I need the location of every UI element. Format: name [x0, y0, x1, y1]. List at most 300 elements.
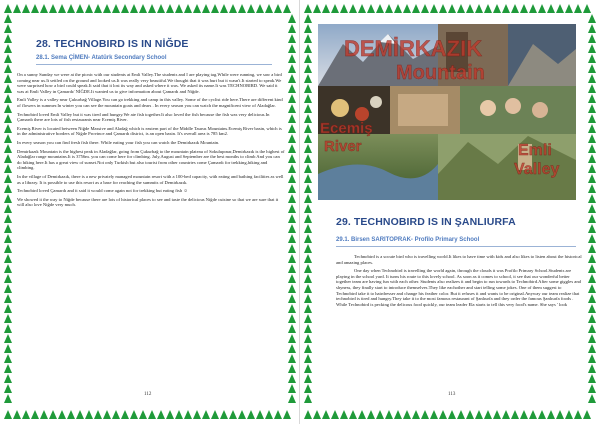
tree-border-icon	[547, 410, 555, 419]
tree-border-icon	[385, 4, 393, 13]
tree-border-icon	[288, 14, 296, 23]
right-page-body	[336, 254, 582, 310]
tree-border-icon	[288, 314, 296, 323]
tree-border-icon	[4, 264, 12, 273]
tree-border-icon	[283, 4, 291, 13]
tree-border-icon	[4, 174, 12, 183]
tree-border-icon	[304, 44, 312, 53]
tree-border-icon	[430, 410, 438, 419]
left-page-title: 28. TECHNOBIRD IS IN NİĞDE	[36, 38, 189, 50]
tree-border-icon	[4, 204, 12, 213]
tree-border-icon	[4, 244, 12, 253]
tree-border-icon	[288, 234, 296, 243]
tree-border-icon	[148, 410, 156, 419]
tree-border-icon	[288, 94, 296, 103]
tree-border-icon	[529, 410, 537, 419]
tree-border-icon	[304, 134, 312, 143]
tree-border-icon	[238, 4, 246, 13]
tree-border-icon	[265, 4, 273, 13]
tree-border-icon	[588, 274, 596, 283]
tree-border-icon	[175, 410, 183, 419]
tree-border-icon	[22, 410, 30, 419]
tree-border-icon	[574, 410, 582, 419]
tree-border-icon	[4, 4, 12, 13]
tree-border-icon	[139, 4, 147, 13]
tree-border-icon	[304, 54, 312, 63]
tree-border-icon	[394, 410, 402, 419]
tree-border-icon	[288, 284, 296, 293]
tree-border-icon	[288, 344, 296, 353]
tree-border-icon	[4, 324, 12, 333]
tree-border-icon	[157, 410, 165, 419]
tree-border-icon	[148, 4, 156, 13]
tree-border-icon	[288, 144, 296, 153]
tree-border-icon	[288, 114, 296, 123]
tree-border-icon	[588, 164, 596, 173]
tree-border-icon	[121, 4, 129, 13]
tree-border-icon	[4, 84, 12, 93]
tree-border-icon	[304, 34, 312, 43]
tree-border-icon	[288, 304, 296, 313]
tree-border-icon	[430, 4, 438, 13]
tree-border-icon	[4, 154, 12, 163]
tree-border-icon	[358, 410, 366, 419]
tree-border-icon	[4, 54, 12, 63]
overlay-label-ecemis: Ecemiş	[320, 120, 373, 137]
tree-border-icon	[4, 274, 12, 283]
tree-border-icon	[565, 410, 573, 419]
tree-border-icon	[288, 204, 296, 213]
tree-border-icon	[67, 4, 75, 13]
tree-border-icon	[493, 410, 501, 419]
tree-border-icon	[331, 410, 339, 419]
tree-border-icon	[475, 410, 483, 419]
tree-border-icon	[367, 4, 375, 13]
tree-border-icon	[4, 224, 12, 233]
tree-border-icon	[31, 4, 39, 13]
tree-border-icon	[288, 124, 296, 133]
collage-photo	[318, 24, 576, 200]
tree-border-icon	[588, 334, 596, 343]
tree-border-icon	[4, 144, 12, 153]
tree-border-icon	[211, 410, 219, 419]
tree-border-icon	[157, 4, 165, 13]
paragraph: One day when Technobird is travelling the world again, through the clouds it was Profilo Primary School.Students are playing in the school yard. It turns his route to this lovely school. As soon as it comes to school, it see that our wonderful better together team are having fun with each other. Students also realizes it and begin to run towards to Technobird.After some giggles and shyness, they finally start to introduce themselves.They like eachother and start telling some jokes. One of them suggest to Technobird take it to hairdresser and change his feather color. But it refuses it and wants to be original.Anyway our team realize that technobird is tired and hungry.They take it to the most famous restaurant of Şanlıurfa and they order the famous Şanlıurfa foods . While Technobird is pecking the delicous food quickly, our team leader Ela starts to tell this very food's name. She says ' look	[336, 268, 581, 307]
tree-border-icon	[588, 184, 596, 193]
tree-border-icon	[13, 4, 21, 13]
tree-border-icon	[49, 4, 57, 13]
tree-border-icon	[304, 214, 312, 223]
tree-border-icon	[588, 384, 596, 393]
tree-border-icon	[588, 54, 596, 63]
tree-border-icon	[304, 194, 312, 203]
paragraph: Technobird loved Çamardı and it said it would come again not for trekking but eating fish ☺	[17, 188, 188, 194]
tree-border-icon	[547, 4, 555, 13]
tree-border-icon	[304, 294, 312, 303]
tree-border-icon	[304, 24, 312, 33]
paragraph: We showed it the way to Niğde because there are lots of historical places to see and taste the delicious Niğde cuisine so that we are sure that it will also love Niğde very much.	[17, 196, 279, 208]
tree-border-icon	[288, 64, 296, 73]
tree-border-icon	[588, 374, 596, 383]
tree-border-icon	[588, 154, 596, 163]
tree-border-icon	[288, 104, 296, 113]
tree-border-icon	[304, 14, 312, 23]
tree-border-icon	[4, 314, 12, 323]
tree-border-icon	[574, 4, 582, 13]
tree-border-icon	[76, 4, 84, 13]
tree-border-icon	[588, 174, 596, 183]
tree-border-icon	[4, 410, 12, 419]
tree-border-icon	[274, 4, 282, 13]
tree-border-icon	[67, 410, 75, 419]
tree-border-icon	[457, 410, 465, 419]
tree-border-icon	[588, 74, 596, 83]
overlay-title-line2: Mountain	[396, 62, 485, 84]
tree-border-icon	[256, 4, 264, 13]
right-page-title: 29. TECHNOBIRD IS IN ŞANLIURFA	[336, 216, 516, 228]
tree-border-icon	[85, 4, 93, 13]
tree-border-icon	[288, 84, 296, 93]
tree-border-icon	[412, 4, 420, 13]
tree-border-icon	[4, 394, 12, 403]
tree-border-icon	[376, 4, 384, 13]
tree-border-icon	[288, 44, 296, 53]
tree-border-icon	[4, 94, 12, 103]
tree-border-icon	[304, 84, 312, 93]
tree-border-icon	[288, 274, 296, 283]
tree-border-icon	[349, 410, 357, 419]
tree-border-icon	[376, 410, 384, 419]
tree-border-icon	[4, 364, 12, 373]
tree-border-icon	[58, 410, 66, 419]
page-number: 113	[448, 392, 456, 397]
tree-border-icon	[304, 284, 312, 293]
tree-border-icon	[304, 264, 312, 273]
left-page-body	[17, 72, 285, 211]
tree-border-icon	[103, 4, 111, 13]
overlay-label-emli: Emli	[518, 142, 552, 159]
tree-border-icon	[304, 114, 312, 123]
tree-border-icon	[94, 410, 102, 419]
overlay-title-line1: DEMİRKAZIK	[344, 36, 483, 61]
paragraph: On a sunny Sunday we were at the picnic with our students at Emli Valley.The students and I are playing tag.While were running, we saw a bird coming near us.It settled on the ground and looked us.It was really very beautiful.We thought that it was hurt but it wasn't.It started to speak.We were surprised how a bird could speak.It said that it lost its way and asked where it was. We asked its name.It was TECHNOBIRD. We said it was at Emli Valley in Çamardı/ NİĞDE.It wanted us to give information about Çamardı and Niğde.	[17, 72, 282, 94]
tree-border-icon	[466, 4, 474, 13]
tree-border-icon	[112, 410, 120, 419]
tree-border-icon	[304, 234, 312, 243]
tree-border-icon	[4, 374, 12, 383]
tree-border-icon	[484, 4, 492, 13]
tree-border-icon	[588, 214, 596, 223]
tree-border-icon	[304, 374, 312, 383]
tree-border-icon	[367, 410, 375, 419]
tree-border-icon	[4, 304, 12, 313]
tree-border-icon	[484, 410, 492, 419]
tree-border-icon	[475, 4, 483, 13]
tree-border-icon	[112, 4, 120, 13]
tree-border-icon	[4, 354, 12, 363]
tree-border-icon	[588, 394, 596, 403]
tree-border-icon	[588, 114, 596, 123]
tree-border-icon	[588, 24, 596, 33]
tree-border-icon	[588, 104, 596, 113]
tree-border-icon	[4, 64, 12, 73]
tree-border-icon	[588, 194, 596, 203]
tree-border-icon	[202, 410, 210, 419]
tree-border-icon	[322, 410, 330, 419]
tree-border-icon	[4, 34, 12, 43]
tree-border-icon	[274, 410, 282, 419]
tree-border-icon	[202, 4, 210, 13]
tree-border-icon	[304, 104, 312, 113]
tree-border-icon	[313, 4, 321, 13]
tree-border-icon	[13, 410, 21, 419]
tree-border-icon	[304, 384, 312, 393]
tree-border-icon	[421, 410, 429, 419]
tree-border-icon	[304, 204, 312, 213]
paragraph: Technobird loved Emli Valley but it was tired and hungry.We ate fish together.It also loved the fish because the fish was very delicious.In Çamardı there are lots of fish restaurants near Ecemiş River.	[17, 111, 270, 123]
tree-border-icon	[130, 410, 138, 419]
tree-border-icon	[4, 194, 12, 203]
tree-border-icon	[457, 4, 465, 13]
tree-border-icon	[313, 410, 321, 419]
left-title-rule	[36, 64, 272, 65]
tree-border-icon	[588, 344, 596, 353]
tree-border-icon	[588, 34, 596, 43]
tree-border-icon	[538, 410, 546, 419]
tree-border-icon	[304, 174, 312, 183]
tree-border-icon	[288, 294, 296, 303]
tree-border-icon	[588, 284, 596, 293]
tree-border-icon	[304, 410, 312, 419]
tree-border-icon	[4, 44, 12, 53]
tree-border-icon	[247, 4, 255, 13]
tree-border-icon	[304, 224, 312, 233]
tree-border-icon	[220, 4, 228, 13]
right-title-rule	[336, 246, 576, 247]
tree-border-icon	[288, 384, 296, 393]
paragraph: Technobird is a socute bird who is travelling world.It likes to have time with kids and also likes to listen about the historical and amazing places.	[336, 254, 582, 265]
tree-border-icon	[184, 410, 192, 419]
tree-border-icon	[229, 4, 237, 13]
tree-border-icon	[588, 204, 596, 213]
tree-border-icon	[288, 194, 296, 203]
paragraph: In every season you can find fresh fish there. While eating your fish you can watch the Demirkazık Mountain.	[17, 139, 220, 145]
tree-border-icon	[466, 410, 474, 419]
tree-border-icon	[340, 4, 348, 13]
overlay-label-valley: Valley	[514, 161, 560, 178]
tree-border-icon	[58, 4, 66, 13]
tree-border-icon	[304, 144, 312, 153]
paragraph: Ecemiş River is located between Niğde Massive and Aladağ which is eastern part of the Middle Taurus Mountains.Ecemiş River basin, which is in the administrative borders of Niğde Province and Çamardı district, is an open basin. It's overall area is 785 km2.	[17, 125, 282, 137]
tree-border-icon	[304, 354, 312, 363]
right-page-subtitle: 29.1. Birsen SARITOPRAK- Profilo Primary School	[336, 237, 480, 243]
tree-border-icon	[4, 294, 12, 303]
tree-border-icon	[4, 234, 12, 243]
tree-border-icon	[588, 354, 596, 363]
tree-border-icon	[511, 4, 519, 13]
tree-border-icon	[421, 4, 429, 13]
tree-border-icon	[304, 64, 312, 73]
tree-border-icon	[588, 14, 596, 23]
tree-border-icon	[238, 410, 246, 419]
tree-border-icon	[588, 244, 596, 253]
tree-border-icon	[288, 54, 296, 63]
tree-border-icon	[349, 4, 357, 13]
tree-border-icon	[256, 410, 264, 419]
tree-border-icon	[4, 14, 12, 23]
tree-border-icon	[288, 24, 296, 33]
tree-border-icon	[588, 144, 596, 153]
tree-border-icon	[288, 244, 296, 253]
tree-border-icon	[304, 124, 312, 133]
tree-border-icon	[4, 384, 12, 393]
tree-border-icon	[4, 284, 12, 293]
tree-border-icon	[288, 134, 296, 143]
tree-border-icon	[288, 354, 296, 363]
tree-border-icon	[4, 74, 12, 83]
tree-border-icon	[304, 74, 312, 83]
paragraph: In the village of Demirkazık, there is a new privately managed mountain resort with a 100-bed capacity, with eating and bathing facilities as well as a library. It is possible to use this resort as a base for reaching the summits of Demirkazık.	[17, 173, 284, 185]
tree-border-icon	[304, 344, 312, 353]
paragraph: Demirkazık Mountain is the highest peak in Aladağlar, going from Çukurbağ to the mountain plateau of Sokulupınar,Demirkazık is the highest of Aladağlar range mountains.It is 3756m. you can come here for climbing. July,August and September are the best months to climb And you can do hiking here.It has a great view of sunset.Not only Turkish but also tourist from other countries come Çamardı for trekking,hiking and climbing.	[17, 148, 285, 171]
tree-border-icon	[288, 264, 296, 273]
tree-border-icon	[412, 410, 420, 419]
tree-border-icon	[588, 124, 596, 133]
tree-border-icon	[331, 4, 339, 13]
tree-border-icon	[588, 234, 596, 243]
tree-border-icon	[439, 410, 447, 419]
tree-border-icon	[288, 164, 296, 173]
page-number: 112	[144, 392, 152, 397]
tree-border-icon	[265, 410, 273, 419]
right-page	[300, 0, 600, 424]
tree-border-icon	[4, 164, 12, 173]
tree-border-icon	[288, 364, 296, 373]
tree-border-icon	[247, 410, 255, 419]
tree-border-icon	[439, 4, 447, 13]
tree-border-icon	[31, 410, 39, 419]
paragraph: Emli Valley is a valley near Çukurbağ Village.You can go trekking and camp in this valley. Some of the cyclist ride here.There are different kind of flowers in summer.In winter you can see the mountain goats and dears . In every season you can watch the magnificent view of Aladağlar.	[17, 97, 283, 108]
tree-border-icon	[304, 164, 312, 173]
tree-border-icon	[40, 410, 48, 419]
tree-border-icon	[288, 394, 296, 403]
tree-border-icon	[103, 410, 111, 419]
tree-border-icon	[166, 4, 174, 13]
left-page-subtitle: 28.1. Sema ÇİMEN- Atatürk Secondary School	[36, 55, 167, 61]
tree-border-icon	[588, 314, 596, 323]
tree-border-icon	[220, 410, 228, 419]
tree-border-icon	[304, 314, 312, 323]
tree-border-icon	[588, 224, 596, 233]
tree-border-icon	[583, 4, 591, 13]
tree-border-icon	[229, 410, 237, 419]
tree-border-icon	[385, 410, 393, 419]
tree-border-icon	[304, 94, 312, 103]
tree-border-icon	[588, 254, 596, 263]
tree-border-icon	[511, 410, 519, 419]
tree-border-icon	[556, 4, 564, 13]
tree-border-icon	[394, 4, 402, 13]
tree-border-icon	[588, 294, 596, 303]
tree-border-icon	[288, 184, 296, 193]
tree-border-icon	[4, 104, 12, 113]
tree-border-icon	[288, 34, 296, 43]
tree-border-icon	[283, 410, 291, 419]
tree-border-icon	[4, 114, 12, 123]
tree-border-icon	[520, 410, 528, 419]
tree-border-icon	[304, 394, 312, 403]
tree-border-icon	[588, 94, 596, 103]
tree-border-icon	[175, 4, 183, 13]
tree-border-icon	[288, 74, 296, 83]
tree-border-icon	[448, 4, 456, 13]
tree-border-icon	[4, 134, 12, 143]
tree-border-icon	[304, 274, 312, 283]
tree-border-icon	[193, 4, 201, 13]
tree-border-icon	[588, 44, 596, 53]
tree-border-icon	[121, 410, 129, 419]
tree-border-icon	[288, 334, 296, 343]
tree-border-icon	[340, 410, 348, 419]
tree-border-icon	[565, 4, 573, 13]
tree-border-icon	[529, 4, 537, 13]
tree-border-icon	[588, 364, 596, 373]
tree-border-icon	[4, 124, 12, 133]
tree-border-icon	[49, 410, 57, 419]
tree-border-icon	[493, 4, 501, 13]
tree-border-icon	[403, 410, 411, 419]
tree-border-icon	[588, 324, 596, 333]
tree-border-icon	[304, 364, 312, 373]
tree-border-icon	[538, 4, 546, 13]
tree-border-icon	[403, 4, 411, 13]
tree-border-icon	[288, 374, 296, 383]
tree-border-icon	[288, 154, 296, 163]
tree-border-icon	[588, 304, 596, 313]
tree-border-icon	[520, 4, 528, 13]
tree-border-icon	[85, 410, 93, 419]
tree-border-icon	[288, 174, 296, 183]
tree-border-icon	[4, 344, 12, 353]
tree-border-icon	[4, 214, 12, 223]
tree-border-icon	[502, 410, 510, 419]
tree-border-icon	[304, 304, 312, 313]
tree-border-icon	[4, 334, 12, 343]
tree-border-icon	[304, 4, 312, 13]
tree-border-icon	[76, 410, 84, 419]
tree-border-icon	[288, 214, 296, 223]
tree-border-icon	[502, 4, 510, 13]
tree-border-icon	[304, 154, 312, 163]
tree-border-icon	[588, 134, 596, 143]
overlay-label-river: River	[324, 138, 362, 155]
tree-border-icon	[588, 64, 596, 73]
tree-border-icon	[193, 410, 201, 419]
tree-border-icon	[130, 4, 138, 13]
tree-border-icon	[583, 410, 591, 419]
tree-border-icon	[304, 184, 312, 193]
tree-border-icon	[288, 224, 296, 233]
tree-border-icon	[4, 24, 12, 33]
tree-border-icon	[448, 410, 456, 419]
tree-border-icon	[40, 4, 48, 13]
tree-border-icon	[304, 254, 312, 263]
tree-border-icon	[4, 184, 12, 193]
tree-border-icon	[166, 410, 174, 419]
tree-border-icon	[588, 84, 596, 93]
tree-border-icon	[304, 244, 312, 253]
tree-border-icon	[556, 410, 564, 419]
